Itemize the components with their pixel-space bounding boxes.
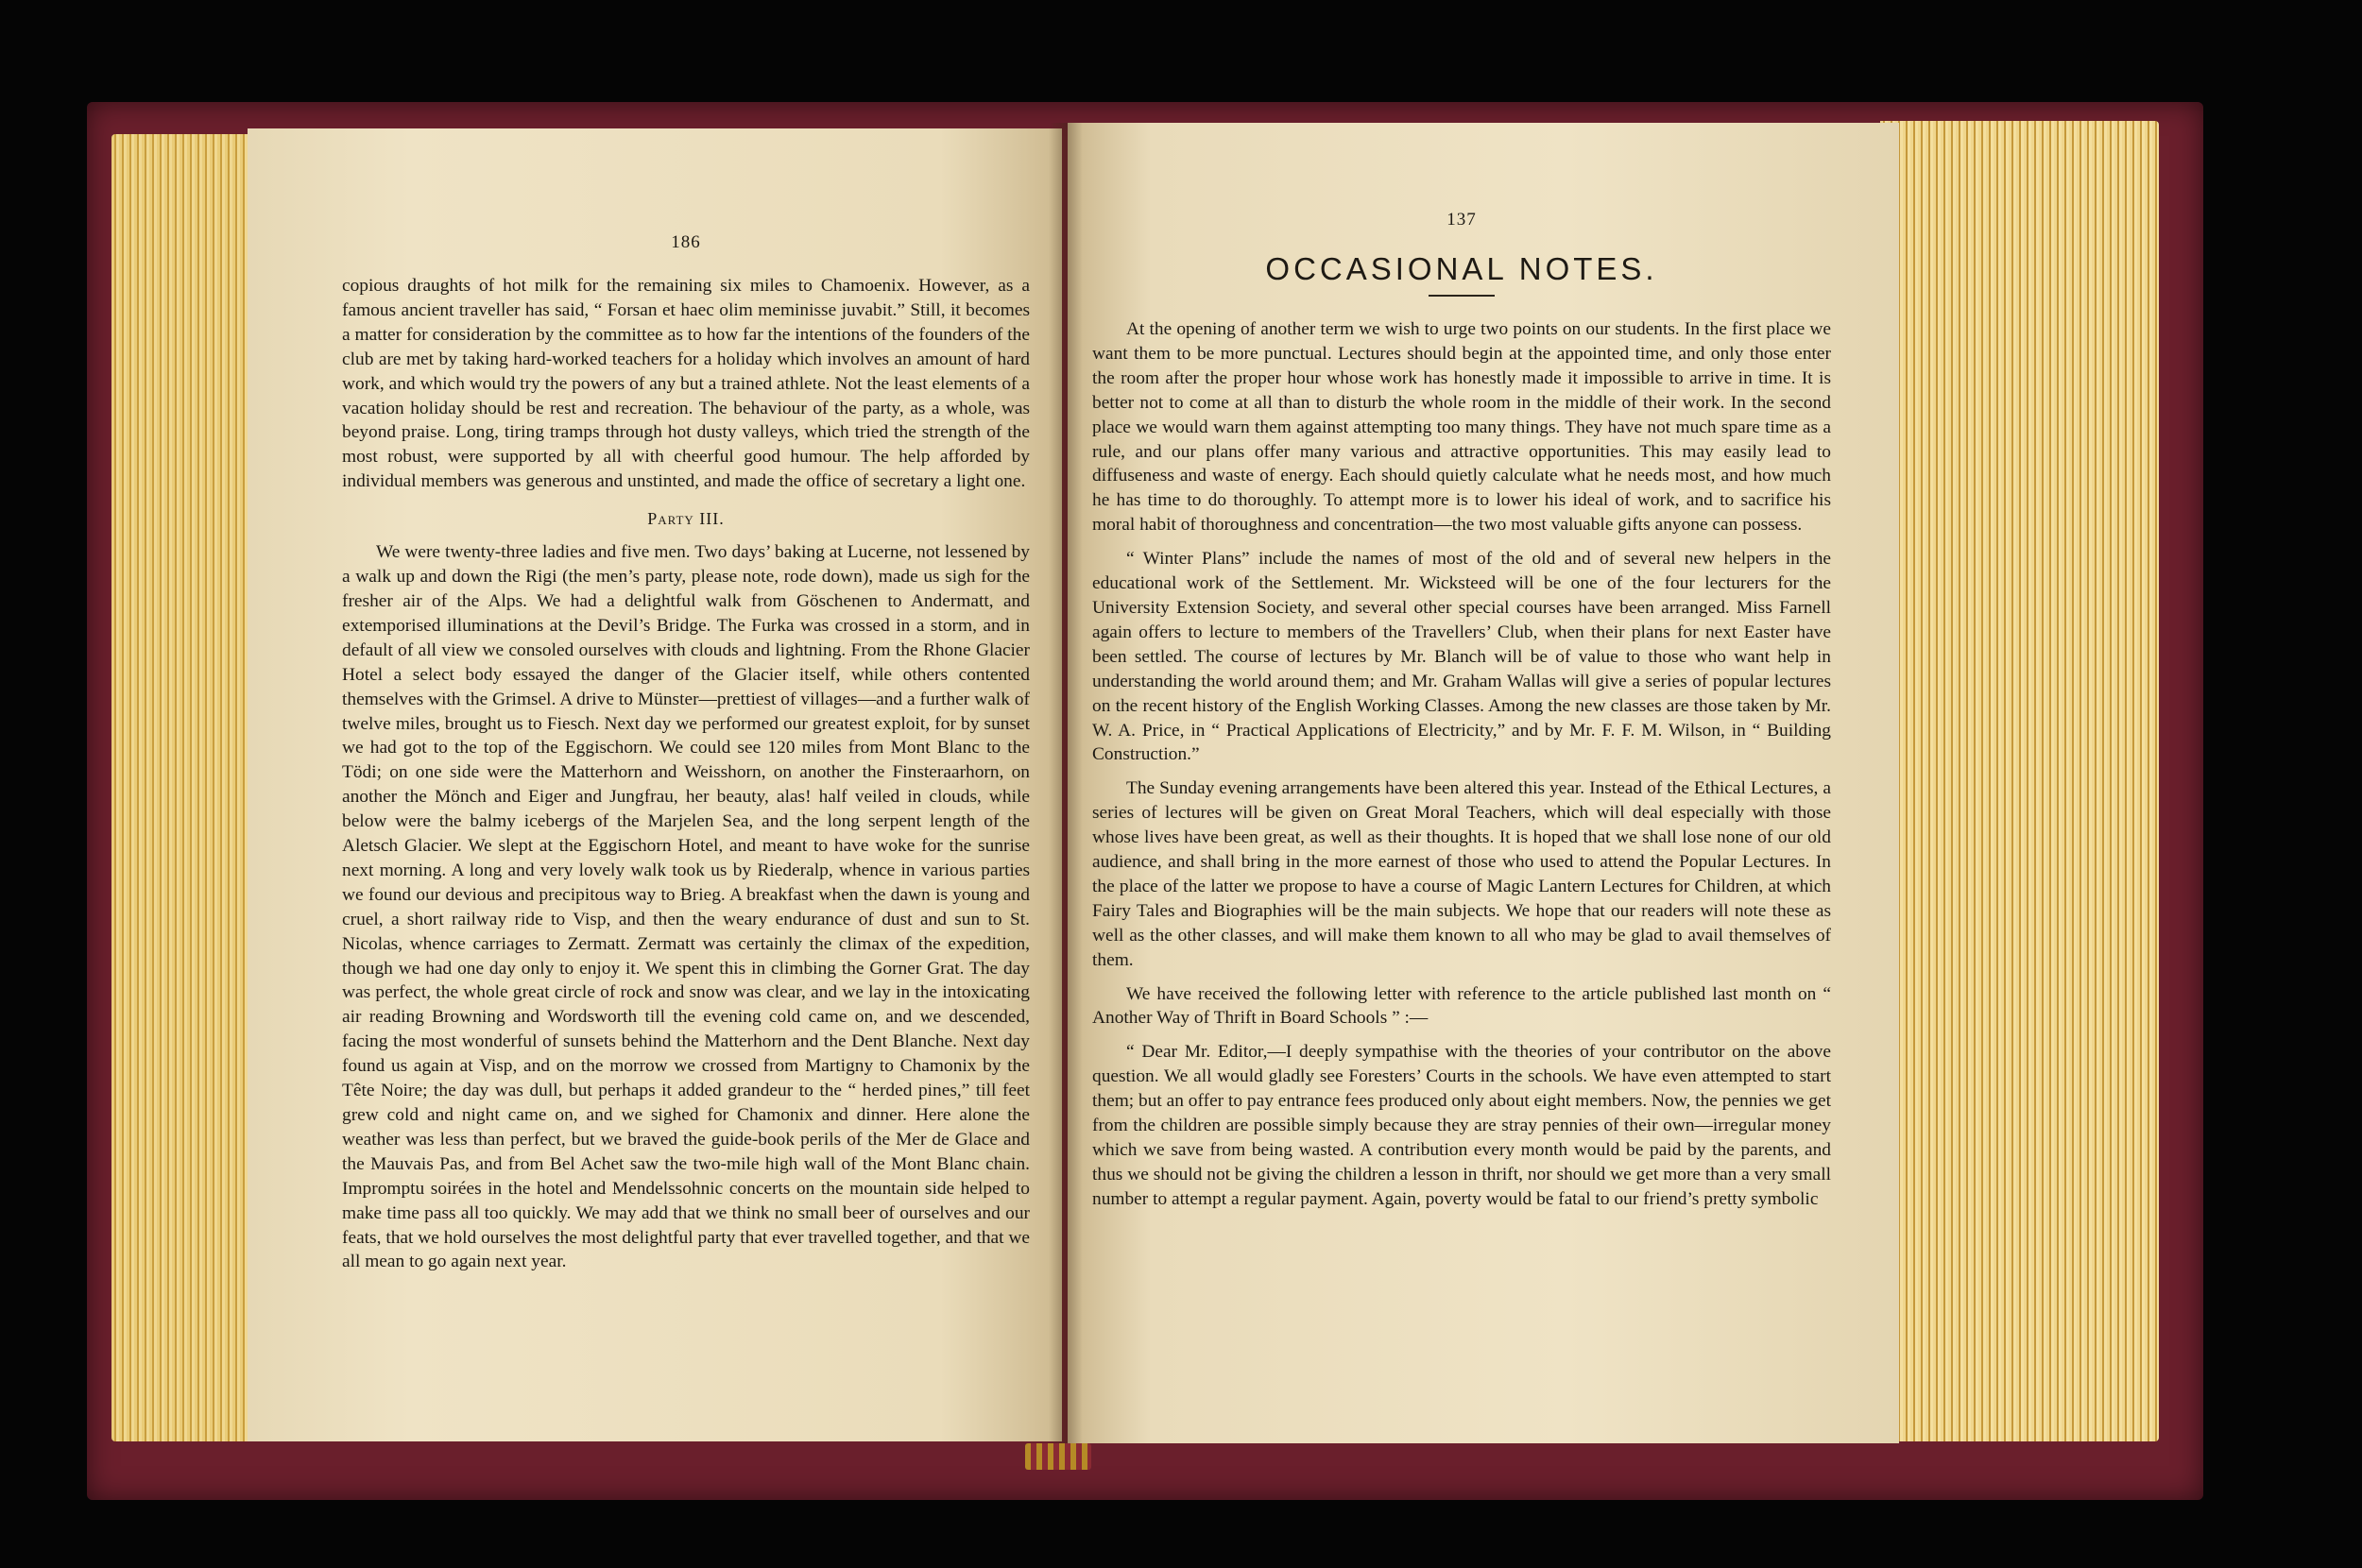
- occasional-notes-title: OCCASIONAL NOTES.: [1265, 251, 1658, 286]
- notes-paragraph-5: “ Dear Mr. Editor,—I deeply sympathise with the theories of your contributor on the above question. We all would gladly see Foresters’ Courts in the schools. We have even attempted to start them; but an offer to pay entrance fees produced only about eight members. Now, the pennies we get from the children are possible simply because they are stray pennies of their own—irregular money which we save from being wasted. A contribution every month would be paid by the parents, and thus we should not be giving the children a lesson in thrift, nor should we get more than a very small number to attempt a regular payment. Again, poverty would be fatal to our friend’s pretty symbolic: [1092, 1042, 1831, 1209]
- left-page-text: [342, 232, 1030, 1274]
- notes-paragraph-4: We have received the following letter with reference to the article published last month on “ Another Way of Thrift in Board Schools ” :—: [1092, 983, 1831, 1029]
- book-gutter: [1049, 123, 1083, 1445]
- left-intro-paragraph: copious draughts of hot milk for the remaining six miles to Chamoenix. However, as a famous ancient traveller has said, “ Forsan et haec olim meminisse juvabit.” Still, it becomes a matter for consideration by the committee as to how far the intentions of the founders of the club are met by taking hard-worked teachers for a holiday which involves an amount of hard work, and which would try the powers of any but a trained athlete. Not the least elements of a vacation holiday should be rest and recreation. The behaviour of the party, as a whole, was beyond praise. Long, tiring tramps through hot dusty valleys, which tried the strength of the most robust, were supported by all with cheerful good humour. The help afforded by individual members was generous and unstinted, and made the office of secretary a light one.: [342, 276, 1030, 492]
- right-page-number: 137: [1446, 210, 1477, 230]
- party-iii-heading: Party III.: [647, 509, 725, 529]
- right-page-edges: [1880, 121, 2159, 1441]
- left-page-edges: [111, 134, 265, 1441]
- spine-headband: [1025, 1443, 1091, 1470]
- title-rule: [1429, 295, 1495, 297]
- left-page-number: 186: [671, 232, 701, 252]
- right-page-text: [1092, 210, 1831, 1212]
- notes-paragraph-3: The Sunday evening arrangements have been altered this year. Instead of the Ethical Lectures, a series of lectures will be given on Great Moral Teachers, which will deal especially with those whose lives have been great, as well as their thoughts. It is hoped that we shall lose none of our old audience, and shall bring in the more earnest of those who used to attend the Popular Lectures. In the place of the latter we propose to have a course of Magic Lantern Lectures for Children, at which Fairy Tales and Biographies will be the main subjects. We hope that our readers will note these as well as the other classes, and will make them known to all who may be glad to avail themselves of them.: [1092, 778, 1831, 970]
- right-page: [1068, 123, 1899, 1443]
- notes-paragraph-1: At the opening of another term we wish to urge two points on our students. In the first place we want them to be more punctual. Lectures should begin at the appointed time, and only those enter the room after the proper hour whose work has honestly made it impossible to arrive in time. It is better not to come at all than to disturb the whole room in the middle of their work. In the second place we would warn them against attempting too many things. They have not much spare time as a rule, and our plans offer many various and attractive opportunities. This may easily lead to diffuseness and waste of energy. Each should quietly calculate what he needs most, and how much he has time to do thoroughly. To attempt more is to lower his ideal of work, and to sacrifice his moral habit of thoroughness and concentration—the two most valuable gifts anyone can possess.: [1092, 319, 1831, 536]
- party-iii-paragraph: We were twenty-three ladies and five men. Two days’ baking at Lucerne, not lessened by a walk up and down the Rigi (the men’s party, please note, rode down), made us sigh for the fresher air of the Alps. We had a delightful walk from Göschenen to Andermatt, and extemporised illuminations at the Devil’s Bridge. The Furka was crossed in a storm, and in default of all view we consoled ourselves with clouds and lightning. From the Rhone Glacier Hotel a select body essayed the danger of the Glacier itself, while others contented themselves with the Grimsel. A drive to Münster—prettiest of villages—and a further walk of twelve miles, brought us to Fiesch. Next day we performed our greatest exploit, for by sunset we had got to the top of the Eggischorn. We could see 120 miles from Mont Blanc to the Tödi; on one side were the Matterhorn and Weisshorn, on another the Finsteraarhorn, on another the Mönch and Eiger and Jungfrau, her beauty, alas! half veiled in clouds, while below were the balmy icebergs of the Marjelen Sea, and the long serpent length of the Aletsch Glacier. We slept at the Eggischorn Hotel, and meant to have woke for the sunrise next morning. A long and very lovely walk took us by Riederalp, whence in various parties we found our devious and precipitous way to Brieg. A breakfast when the dawn is young and cruel, a short railway ride to Visp, and then the weary endurance of dust and sun to St. Nicolas, whence carriages to Zermatt. Zermatt was certainly the climax of the expedition, though we had one day only to enjoy it. We spent this in climbing the Gorner Grat. The day was perfect, the whole great circle of rock and snow was clear, and we lay in the intoxicating air reading Browning and Wordsworth till the evening cold came on, and we descended, facing the most wonderful of sunsets behind the Matterhorn and the Dent Blanche. Next day found us again at Visp, and on the morrow we crossed from Martigny to Chamonix by the Tête Noire; the day was dull, but perhaps it added grandeur to the “ herded pines,” till feet grew cold and night came on, and we sighed for Chamonix and dinner. Here alone the weather was less than perfect, but we braved the guide-book perils of the Mer de Glace and the Mauvais Pas, and from Bel Achet saw the two-mile high wall of the Mont Blanc chain. Impromptu soirées in the hotel and Mendelssohnic concerts on the mountain side helped to make time pass all too quickly. We may add that we think no small beer of ourselves and our feats, that we hold ourselves the most delightful party that ever travelled together, and that we all mean to go again next year.: [342, 542, 1030, 1272]
- left-page: [248, 128, 1062, 1441]
- notes-paragraph-2: “ Winter Plans” include the names of most of the old and of several new helpers in the educational work of the Settlement. Mr. Wicksteed will be one of the four lecturers for the University Extension Society, and several other special courses have been arranged. Miss Farnell again offers to lecture to members of the Travellers’ Club, when their plans for next Easter have been settled. The course of lectures by Mr. Blanch will be of value to those who want help in understanding the world around them; and Mr. Graham Wallas will give a series of popular lectures on the recent history of the English Working Classes. Among the new classes are those taken by Mr. W. A. Price, in “ Practical Applications of Electricity,” and by Mr. F. F. M. Wilson, in “ Building Construction.”: [1092, 549, 1831, 765]
